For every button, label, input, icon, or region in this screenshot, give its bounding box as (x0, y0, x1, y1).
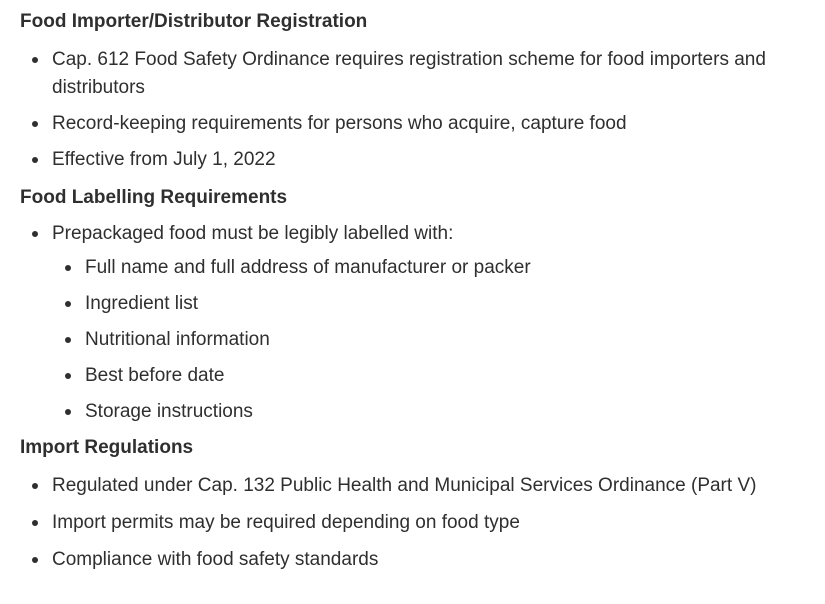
sublist-item-text: Ingredient list (85, 293, 199, 314)
list-item-text: Effective from July 1, 2022 (52, 149, 276, 170)
sublist-item (20, 326, 825, 354)
list-item (20, 472, 825, 500)
bullet-icon (32, 557, 38, 563)
bullet-icon (32, 483, 38, 489)
bullet-icon (32, 57, 38, 63)
list-item (20, 46, 825, 102)
section-heading-import: Import Regulations (20, 437, 194, 458)
sublist-item-text: Storage instructions (85, 401, 253, 422)
list-item (20, 509, 825, 537)
list-item-text: Prepackaged food must be legibly labelled with: (52, 223, 454, 244)
sublist-item-text: Nutritional information (85, 329, 270, 350)
bullet-icon (32, 231, 38, 237)
sublist-item (20, 290, 825, 318)
list-item (20, 220, 825, 248)
bullet-icon (65, 337, 71, 343)
sublist-item-text: Best before date (85, 365, 225, 386)
section-heading-labelling: Food Labelling Requirements (20, 187, 288, 208)
bullet-icon (65, 265, 71, 271)
bullet-icon (65, 301, 71, 307)
import-list (20, 472, 825, 574)
list-item (20, 146, 825, 174)
bullet-icon (65, 373, 71, 379)
list-item-text: Record-keeping requirements for persons who acquire, capture food (52, 113, 627, 134)
sublist-item (20, 362, 825, 390)
list-item-text: Cap. 612 Food Safety Ordinance requires registration scheme for food importers and distributors (52, 49, 766, 98)
labelling-sublist (20, 254, 825, 426)
list-item-text: Compliance with food safety standards (52, 549, 379, 570)
sublist-item-text: Full name and full address of manufacturer or packer (85, 257, 531, 278)
bullet-icon (32, 157, 38, 163)
sublist-item (20, 254, 825, 282)
list-item-text: Regulated under Cap. 132 Public Health and Municipal Services Ordinance (Part V) (52, 475, 757, 496)
bullet-icon (32, 520, 38, 526)
list-item-text: Import permits may be required depending on food type (52, 512, 520, 533)
registration-list (20, 46, 825, 174)
list-item (20, 110, 825, 138)
bullet-icon (32, 121, 38, 127)
labelling-list (20, 220, 825, 248)
section-heading-registration: Food Importer/Distributor Registration (20, 11, 368, 32)
sublist-item (20, 398, 825, 426)
bullet-icon (65, 409, 71, 415)
list-item (20, 546, 825, 574)
